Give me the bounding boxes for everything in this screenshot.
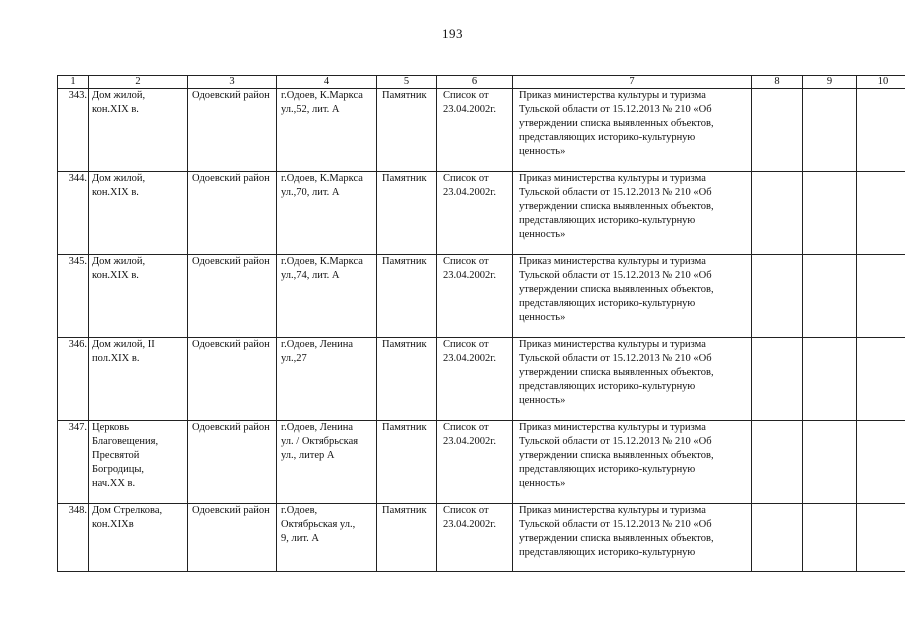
header-cell: 3 [188,76,277,89]
object-type-cell: Памятник [377,338,437,421]
table-row [58,89,905,172]
object-type-cell: Памятник [377,89,437,172]
empty-cell-8 [752,421,803,504]
empty-cell-10 [857,421,905,504]
object-type-cell: Памятник [377,504,437,572]
list-reference-cell: Список от 23.04.2002г. [437,172,513,255]
row-number-cell: 344. [58,172,89,255]
empty-cell-10 [857,338,905,421]
list-reference-cell: Список от 23.04.2002г. [437,89,513,172]
empty-cell-8 [752,504,803,572]
empty-cell-9 [803,421,857,504]
table-row [58,421,905,504]
district-cell: Одоевский район [188,421,277,504]
empty-cell-10 [857,504,905,572]
district-cell: Одоевский район [188,172,277,255]
empty-cell-8 [752,172,803,255]
empty-cell-8 [752,255,803,338]
header-cell: 9 [803,76,857,89]
page-number: 193 [442,26,463,41]
object-name-cell: Дом жилой, кон.XIX в. [89,172,188,255]
address-cell: г.Одоев, Ленина ул.,27 [277,338,377,421]
heritage-objects-table [57,75,905,572]
address-cell: г.Одоев, Ленина ул. / Октябрьская ул., литер А [277,421,377,504]
object-name-cell: Дом жилой, кон.XIX в. [89,255,188,338]
object-name-cell: Дом жилой, II пол.XIX в. [89,338,188,421]
row-number-cell: 348. [58,504,89,572]
district-cell: Одоевский район [188,504,277,572]
legal-document-cell: Приказ министерства культуры и туризма Тульской области от 15.12.2013 № 210 «Об утверждении списка выявленных объектов, представляющих историко-культурную ценность» [513,89,752,172]
header-row [58,76,905,89]
list-reference-cell: Список от 23.04.2002г. [437,255,513,338]
empty-cell-9 [803,172,857,255]
row-number-cell: 345. [58,255,89,338]
row-number-cell: 343. [58,89,89,172]
address-cell: г.Одоев, К.Маркса ул.,52, лит. А [277,89,377,172]
legal-document-cell: Приказ министерства культуры и туризма Тульской области от 15.12.2013 № 210 «Об утверждении списка выявленных объектов, представляющих историко-культурную ценность» [513,338,752,421]
empty-cell-9 [803,504,857,572]
table-row [58,172,905,255]
address-cell: г.Одоев, К.Маркса ул.,70, лит. А [277,172,377,255]
object-name-cell: Дом жилой, кон.XIX в. [89,89,188,172]
header-cell: 5 [377,76,437,89]
object-name-cell: Церковь Благовещения, Пресвятой Богродицы, нач.XX в. [89,421,188,504]
object-type-cell: Памятник [377,421,437,504]
legal-document-cell: Приказ министерства культуры и туризма Тульской области от 15.12.2013 № 210 «Об утверждении списка выявленных объектов, представляющих историко-культурную [513,504,752,572]
empty-cell-8 [752,89,803,172]
empty-cell-10 [857,89,905,172]
header-cell: 8 [752,76,803,89]
header-cell: 4 [277,76,377,89]
empty-cell-9 [803,89,857,172]
table-body [58,89,905,572]
address-cell: г.Одоев, К.Маркса ул.,74, лит. А [277,255,377,338]
empty-cell-9 [803,255,857,338]
district-cell: Одоевский район [188,89,277,172]
legal-document-cell: Приказ министерства культуры и туризма Тульской области от 15.12.2013 № 210 «Об утверждении списка выявленных объектов, представляющих историко-культурную ценность» [513,255,752,338]
header-cell: 7 [513,76,752,89]
district-cell: Одоевский район [188,255,277,338]
empty-cell-8 [752,338,803,421]
legal-document-cell: Приказ министерства культуры и туризма Тульской области от 15.12.2013 № 210 «Об утверждении списка выявленных объектов, представляющих историко-культурную ценность» [513,172,752,255]
list-reference-cell: Список от 23.04.2002г. [437,421,513,504]
header-cell: 1 [58,76,89,89]
table-row [58,504,905,572]
empty-cell-9 [803,338,857,421]
header-cell: 6 [437,76,513,89]
row-number-cell: 346. [58,338,89,421]
row-number-cell: 347. [58,421,89,504]
object-name-cell: Дом Стрелкова, кон.XIXв [89,504,188,572]
empty-cell-10 [857,255,905,338]
object-type-cell: Памятник [377,172,437,255]
list-reference-cell: Список от 23.04.2002г. [437,504,513,572]
legal-document-cell: Приказ министерства культуры и туризма Тульской области от 15.12.2013 № 210 «Об утверждении списка выявленных объектов, представляющих историко-культурную ценность» [513,421,752,504]
object-type-cell: Памятник [377,255,437,338]
empty-cell-10 [857,172,905,255]
table-row [58,255,905,338]
header-cell: 2 [89,76,188,89]
district-cell: Одоевский район [188,338,277,421]
table-row [58,338,905,421]
address-cell: г.Одоев, Октябрьская ул., 9, лит. А [277,504,377,572]
list-reference-cell: Список от 23.04.2002г. [437,338,513,421]
header-cell: 10 [857,76,905,89]
